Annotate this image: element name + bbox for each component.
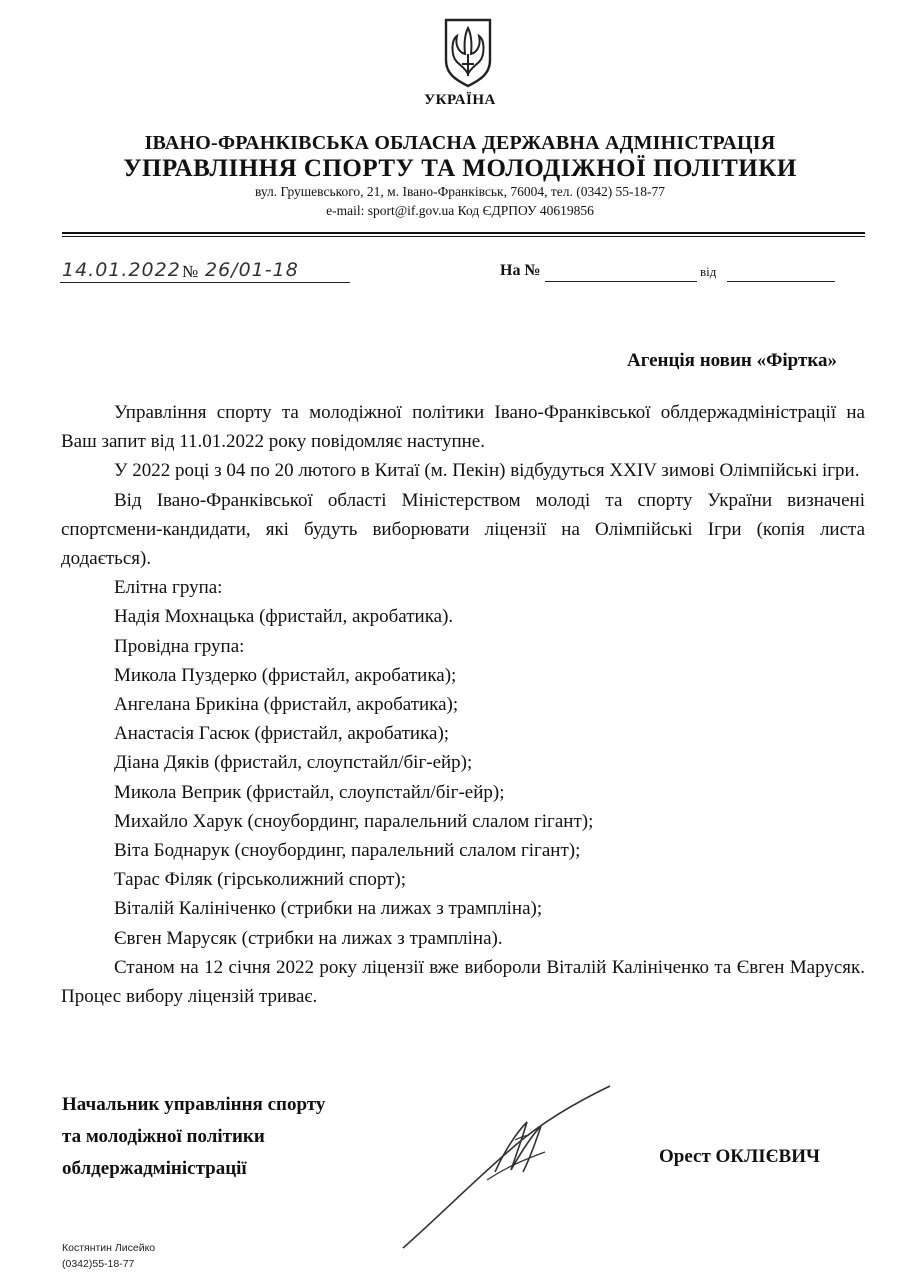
number-sign: № <box>182 262 199 281</box>
outgoing-number: 26/01-18 <box>205 259 299 281</box>
leading-group-label: Провідна група: <box>114 635 245 657</box>
reply-to-label: На № <box>500 262 541 279</box>
list-item: Надія Мохнацька (фристайл, акробатика). <box>114 606 454 628</box>
email-line: e-mail: sport@if.gov.ua Код ЄДРПОУ 40619856 <box>326 203 594 218</box>
addressee: Агенція новин «Фіртка» <box>626 350 837 371</box>
paragraph-olympics: У 2022 році з 04 по 20 лютого в Китаї (м. Пекін) відбудуться XXIV зимові Олімпійські ігри. <box>114 460 860 482</box>
athlete-list <box>61 573 865 953</box>
list-item: Ангелана Брикіна (фристайл, акробатика); <box>114 694 459 716</box>
coat-of-arms-icon <box>440 14 496 90</box>
list-item: Михайло Харук (сноубординг, паралельний слалом гігант); <box>114 810 594 832</box>
header-divider-thin <box>62 236 865 237</box>
paragraph-candidates: Від Івано-Франківської області Міністерством молоді та спорту України визначені спортсмени-кандидати, які будуть виборювати ліцензії на Олімпійські Ігри (копія листа додається). <box>61 489 865 570</box>
address-line: вул. Грушевського, 21, м. Івано-Франківськ, 76004, тел. (0342) 55-18-77 <box>254 184 666 199</box>
list-item: Тарас Філяк (гірськолижний спорт); <box>114 869 406 891</box>
list-item: Віта Боднарук (сноубординг, паралельний слалом гігант); <box>114 840 581 862</box>
handwritten-signature <box>395 1080 625 1255</box>
signatory-title-line: та молодіжної політики <box>62 1126 265 1147</box>
header-divider <box>62 232 865 234</box>
elite-group-label: Елітна група: <box>114 577 223 599</box>
letter-body <box>61 398 865 1011</box>
signatory-title-line: облдержадміністрації <box>62 1158 247 1179</box>
executor-phone: (0342)55-18-77 <box>62 1258 135 1270</box>
signatory-title-line: Начальник управління спорту <box>62 1094 326 1115</box>
reply-number-underline <box>545 281 697 282</box>
list-item: Микола Пуздерко (фристайл, акробатика); <box>114 664 457 686</box>
executor-name: Костянтин Лисейко <box>62 1242 156 1254</box>
executor-info <box>62 1240 155 1272</box>
list-item: Микола Веприк (фристайл, слоупстайл/біг-ейр); <box>114 781 505 803</box>
reply-date-label: від <box>700 264 717 279</box>
outgoing-date: 14.01.2022 <box>62 259 181 281</box>
reply-date-underline <box>727 281 835 282</box>
organization-name: ІВАНО-ФРАНКІВСЬКА ОБЛАСНА ДЕРЖАВНА АДМІНІСТРАЦІЯ <box>144 132 776 154</box>
list-item: Євген Марусяк (стрибки на лижах з трампліна). <box>114 927 503 949</box>
country-name: УКРАЇНА <box>424 92 496 108</box>
list-item: Діана Дяків (фристайл, слоупстайл/біг-ейр); <box>114 752 473 774</box>
signatory-title <box>62 1089 325 1185</box>
paragraph-intro: Управління спорту та молодіжної політики Івано-Франківської облдержадміністрації на Ваш запит від 11.01.2022 року повідомляє наступне. <box>61 402 865 453</box>
department-name: УПРАВЛІННЯ СПОРТУ ТА МОЛОДІЖНОЇ ПОЛІТИКИ <box>123 155 797 182</box>
signatory-name: Орест ОКЛІЄВИЧ <box>659 1146 820 1167</box>
list-item: Анастасія Гасюк (фристайл, акробатика); <box>114 723 450 745</box>
registration-underline <box>60 282 350 283</box>
list-item: Віталій Калініченко (стрибки на лижах з трампліна); <box>114 898 543 920</box>
paragraph-status: Станом на 12 січня 2022 року ліцензії вже вибороли Віталій Калініченко та Євген Марусяк. Процес вибору ліцензій триває. <box>61 956 865 1008</box>
